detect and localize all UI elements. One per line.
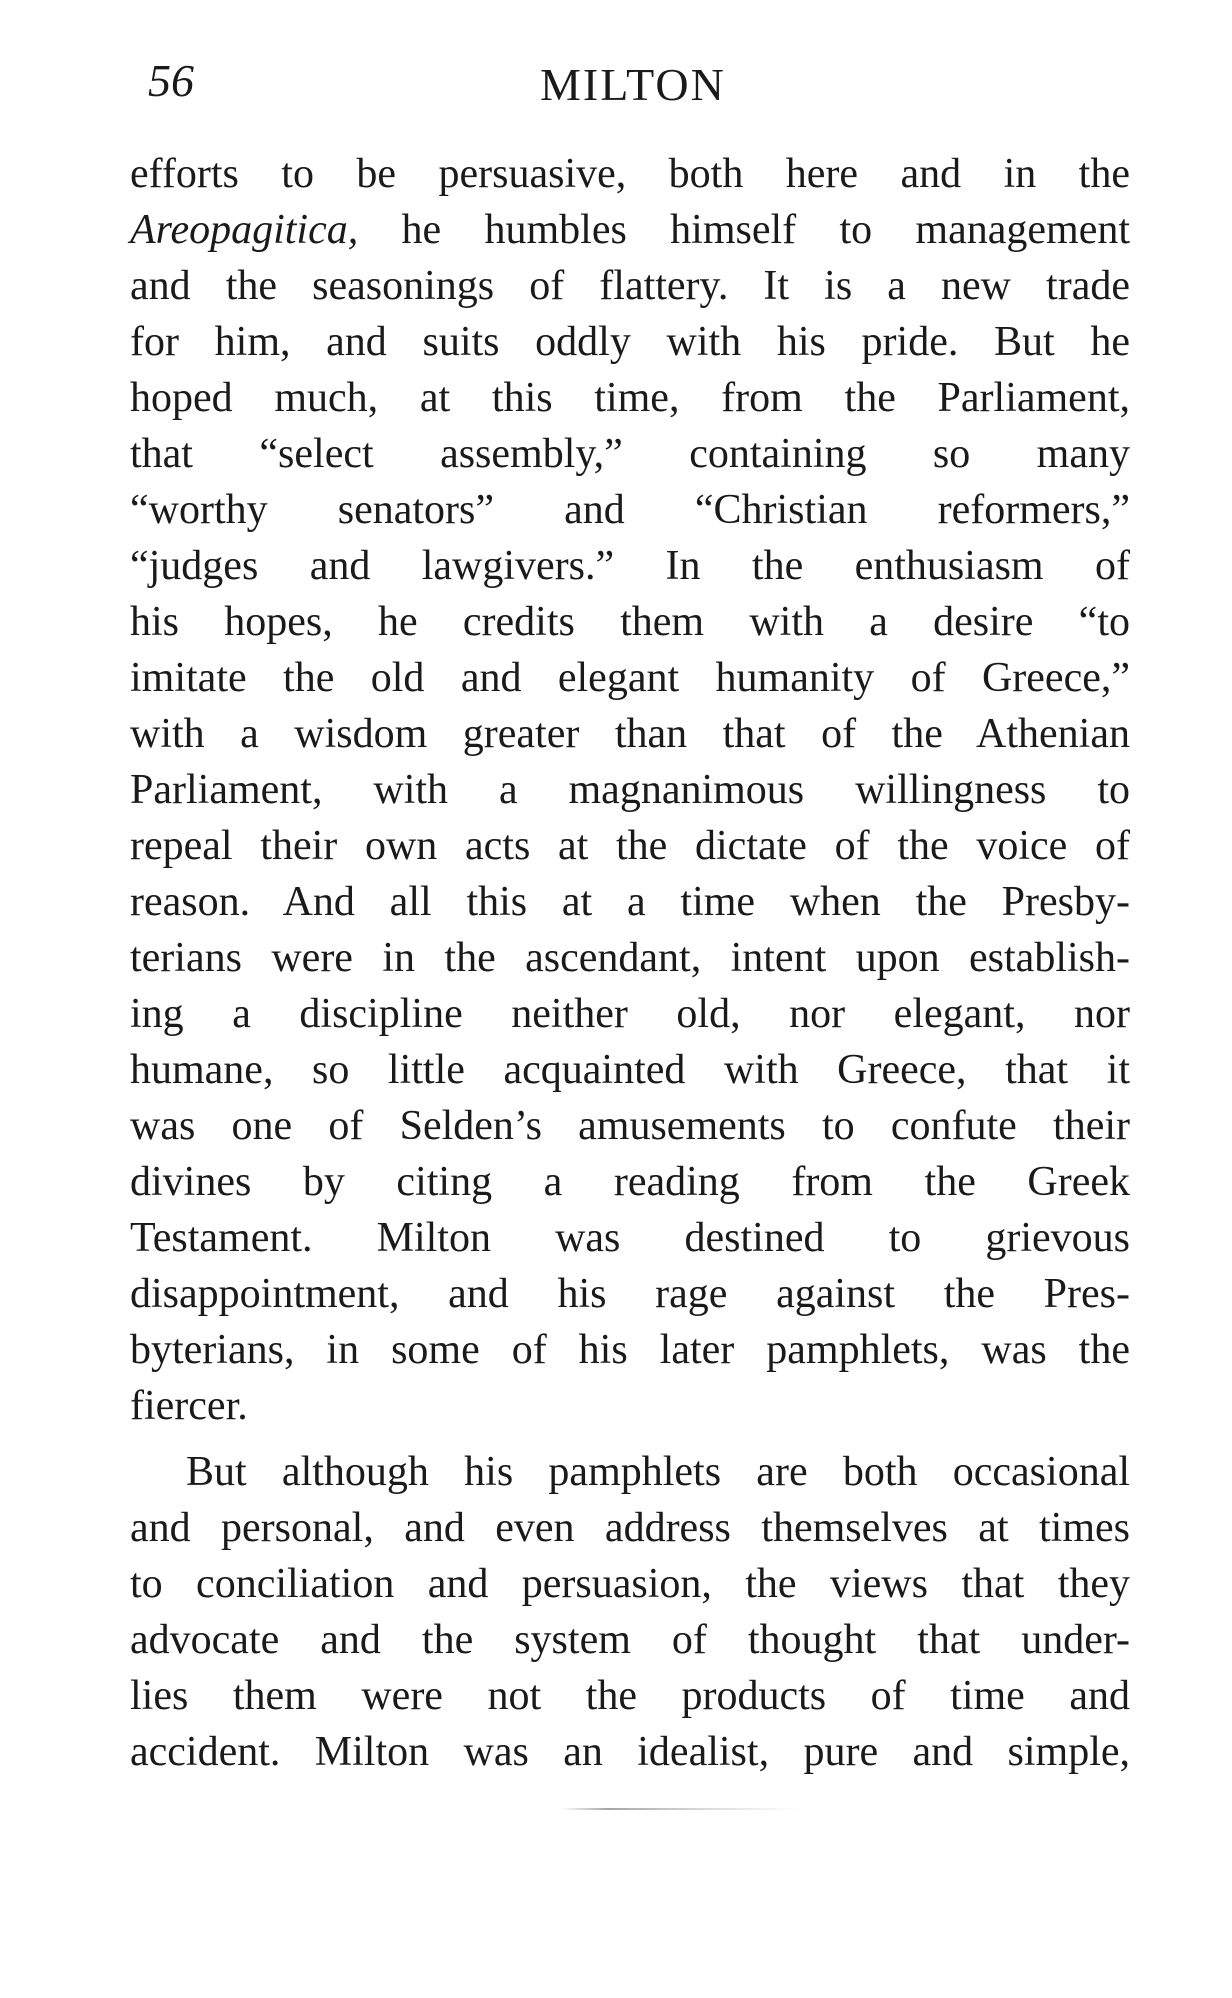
text-line: terians were in the ascendant, intent upon establish- <box>130 935 1130 981</box>
text-line: efforts to be persuasive, both here and in the <box>130 151 1130 197</box>
text-fragment: he humbles himself to management <box>358 207 1130 253</box>
text-line: humane, so little acquainted with Greece, that it <box>130 1047 1130 1093</box>
paragraph-1 <box>130 146 1130 1434</box>
page-number: 56 <box>148 55 194 106</box>
text-line: and personal, and even address themselves at times <box>130 1505 1130 1551</box>
text-line: fiercer. <box>130 1383 248 1429</box>
text-line: with a wisdom greater than that of the Athenian <box>130 711 1130 757</box>
text-line: Parliament, with a magnanimous willingness to <box>130 767 1130 813</box>
text-line: to conciliation and persuasion, the views that they <box>130 1561 1130 1607</box>
text-line: advocate and the system of thought that under- <box>130 1617 1130 1663</box>
text-line: disappointment, and his rage against the Pres- <box>130 1271 1130 1317</box>
text-line: “judges and lawgivers.” In the enthusiasm of <box>130 543 1130 589</box>
text-line: for him, and suits oddly with his pride. But he <box>130 319 1130 365</box>
body-text <box>130 146 1130 1780</box>
text-line: “worthy senators” and “Christian reformers,” <box>130 487 1130 533</box>
text-line: that “select assembly,” containing so many <box>130 431 1130 477</box>
text-line: was one of Selden’s amusements to confute their <box>130 1103 1130 1149</box>
text-line: divines by citing a reading from the Greek <box>130 1159 1130 1205</box>
running-head: MILTON <box>540 59 726 110</box>
text-line: reason. And all this at a time when the Presby- <box>130 879 1130 925</box>
text-line: Testament. Milton was destined to grievous <box>130 1215 1130 1261</box>
paragraph-2 <box>130 1444 1130 1780</box>
text-line <box>130 202 1130 258</box>
paragraph-gap <box>130 1434 1130 1444</box>
text-line: imitate the old and elegant humanity of Greece,” <box>130 655 1130 701</box>
text-line: accident. Milton was an idealist, pure and simple, <box>130 1729 1130 1775</box>
text-line: and the seasonings of flattery. It is a new trade <box>130 263 1130 309</box>
italic-title: Areopagitica, <box>130 207 359 253</box>
text-line: hoped much, at this time, from the Parliament, <box>130 375 1130 421</box>
text-line: repeal their own acts at the dictate of the voice of <box>130 823 1130 869</box>
text-line: But although his pamphlets are both occasional <box>186 1449 1130 1495</box>
text-line: byterians, in some of his later pamphlets, was the <box>130 1327 1130 1373</box>
text-line: his hopes, he credits them with a desire “to <box>130 599 1130 645</box>
scan-smudge <box>560 1808 800 1810</box>
text-line: lies them were not the products of time and <box>130 1673 1130 1719</box>
text-line: ing a discipline neither old, nor elegant, nor <box>130 991 1130 1037</box>
